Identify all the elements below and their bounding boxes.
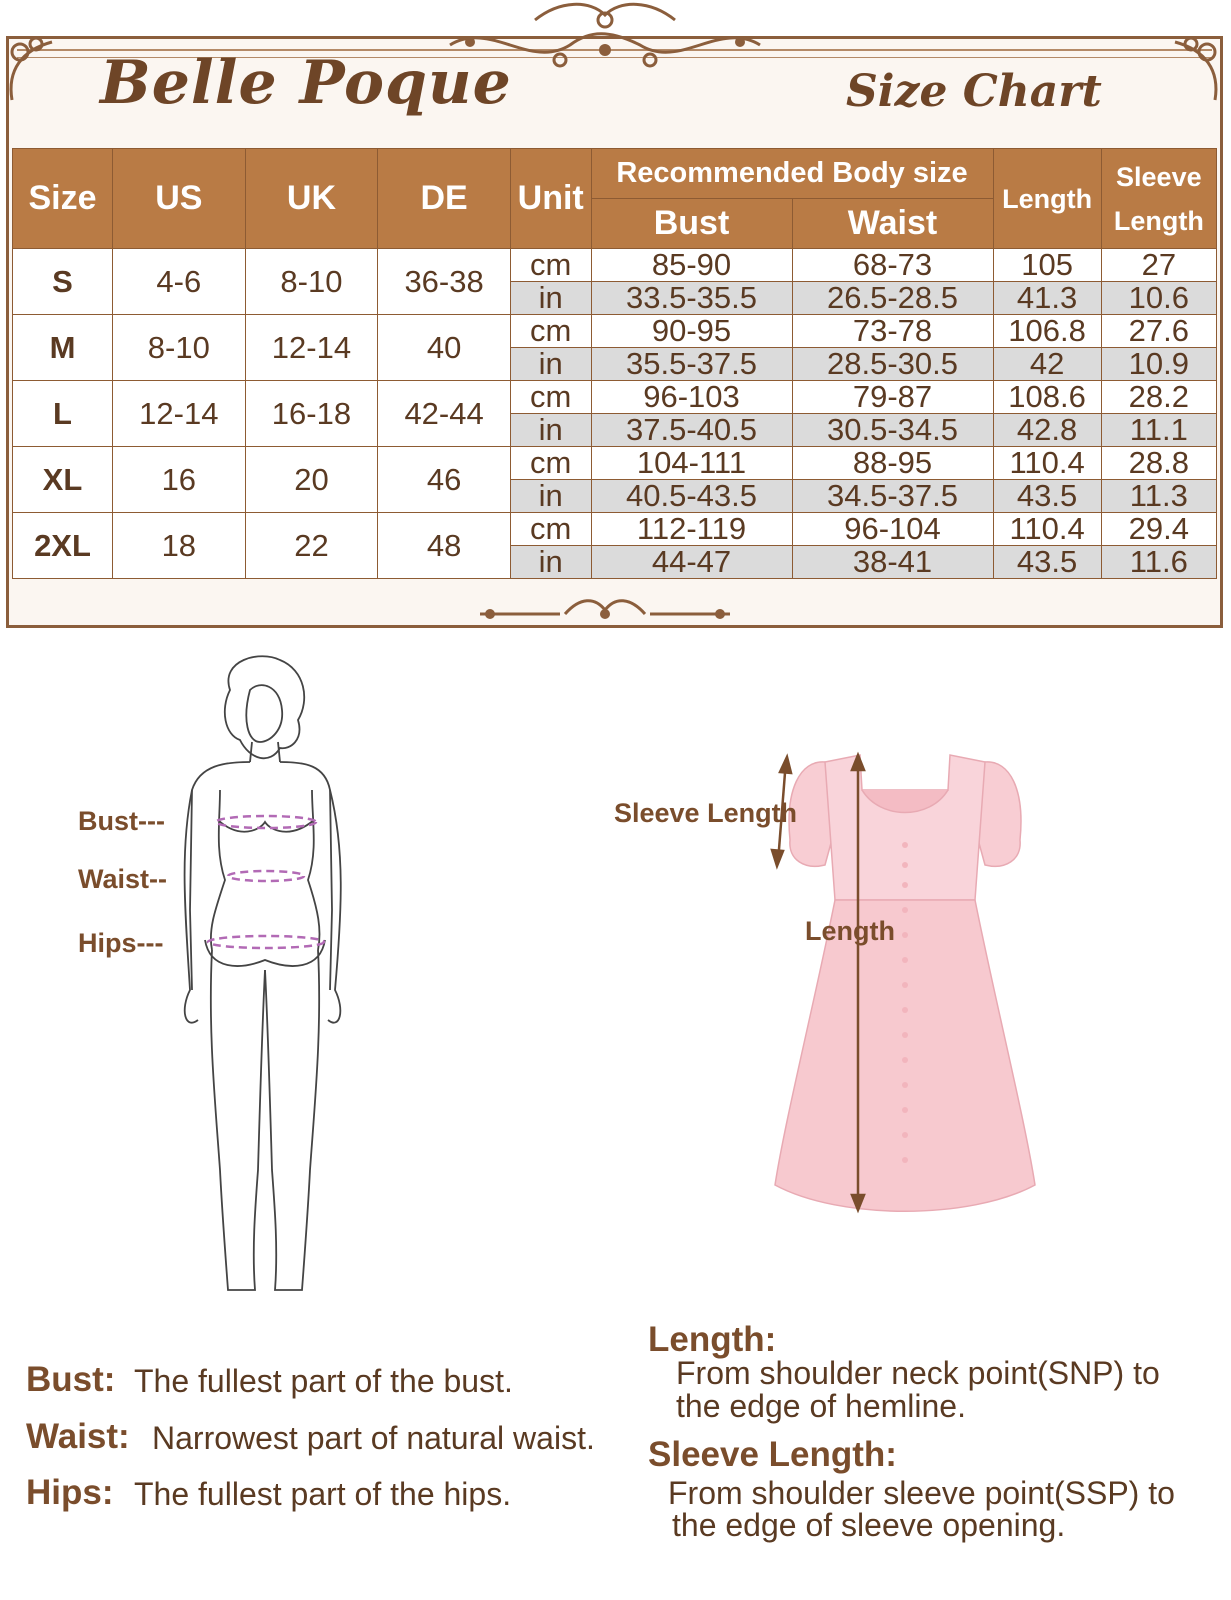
cell-unit: in	[510, 480, 591, 513]
cell-waist: 30.5-34.5	[792, 414, 993, 447]
top-right-corner-ornament	[1165, 30, 1225, 110]
cell-bust: 90-95	[591, 315, 792, 348]
header-us: US	[112, 149, 245, 249]
cell-us: 4-6	[112, 249, 245, 315]
cell-length: 108.6	[993, 381, 1101, 414]
cell-de: 48	[378, 513, 511, 579]
header-bust: Bust	[591, 199, 792, 249]
cell-unit: cm	[510, 315, 591, 348]
cell-uk: 16-18	[245, 381, 378, 447]
brand-logo: Belle Poque	[100, 48, 512, 118]
cell-bust: 104-111	[591, 447, 792, 480]
sleeve-length-description-line-2: the edge of sleeve opening.	[672, 1507, 1066, 1543]
cell-bust: 85-90	[591, 249, 792, 282]
cell-waist: 68-73	[792, 249, 993, 282]
cell-size: XL	[13, 447, 113, 513]
cell-bust: 112-119	[591, 513, 792, 546]
cell-de: 40	[378, 315, 511, 381]
header-sleeve-line-1: Sleeve	[1116, 161, 1202, 192]
waist-description: Narrowest part of natural waist.	[152, 1420, 595, 1456]
cell-size: S	[13, 249, 113, 315]
bust-description: The fullest part of the bust.	[134, 1363, 513, 1399]
header-waist: Waist	[792, 199, 993, 249]
table-row	[13, 447, 1217, 480]
cell-unit: in	[510, 414, 591, 447]
cell-waist: 88-95	[792, 447, 993, 480]
length-description-line-2: the edge of hemline.	[676, 1388, 966, 1424]
header-sleeve-length	[1101, 149, 1216, 249]
cell-us: 18	[112, 513, 245, 579]
cell-sleeve: 11.3	[1101, 480, 1216, 513]
cell-unit: in	[510, 282, 591, 315]
table-body	[13, 249, 1217, 579]
cell-uk: 12-14	[245, 315, 378, 381]
bottom-center-ornament	[470, 592, 740, 632]
cell-us: 12-14	[112, 381, 245, 447]
table-row	[13, 315, 1217, 348]
cell-uk: 22	[245, 513, 378, 579]
bust-label: Bust---	[78, 806, 165, 836]
cell-de: 42-44	[378, 381, 511, 447]
cell-length: 110.4	[993, 513, 1101, 546]
cell-uk: 8-10	[245, 249, 378, 315]
cell-waist: 38-41	[792, 546, 993, 579]
cell-bust: 40.5-43.5	[591, 480, 792, 513]
cell-waist: 73-78	[792, 315, 993, 348]
cell-unit: cm	[510, 381, 591, 414]
cell-length: 43.5	[993, 480, 1101, 513]
waist-term: Waist:	[26, 1417, 130, 1456]
cell-waist: 96-104	[792, 513, 993, 546]
cell-de: 46	[378, 447, 511, 513]
bust-term: Bust:	[26, 1360, 116, 1399]
cell-us: 8-10	[112, 315, 245, 381]
cell-de: 36-38	[378, 249, 511, 315]
header-recommended-body-size: Recommended Body size	[591, 149, 993, 199]
length-term: Length:	[648, 1320, 777, 1359]
waist-label: Waist--	[78, 864, 167, 894]
cell-bust: 44-47	[591, 546, 792, 579]
cell-length: 42	[993, 348, 1101, 381]
cell-bust: 96-103	[591, 381, 792, 414]
sleeve-length-description-line-1: From shoulder sleeve point(SSP) to	[668, 1475, 1175, 1511]
header-length: Length	[993, 149, 1101, 249]
size-chart-table	[12, 148, 1217, 579]
cell-size: 2XL	[13, 513, 113, 579]
cell-size: L	[13, 381, 113, 447]
cell-length: 110.4	[993, 447, 1101, 480]
table-row	[13, 381, 1217, 414]
cell-length: 43.5	[993, 546, 1101, 579]
cell-length: 105	[993, 249, 1101, 282]
cell-waist: 34.5-37.5	[792, 480, 993, 513]
cell-sleeve: 10.9	[1101, 348, 1216, 381]
length-description-line-1: From shoulder neck point(SNP) to	[676, 1355, 1160, 1391]
header-unit: Unit	[510, 149, 591, 249]
cell-size: M	[13, 315, 113, 381]
cell-bust: 35.5-37.5	[591, 348, 792, 381]
page-title: Size Chart	[846, 66, 1102, 117]
cell-sleeve: 27.6	[1101, 315, 1216, 348]
cell-waist: 28.5-30.5	[792, 348, 993, 381]
hips-label: Hips---	[78, 928, 164, 958]
table-row	[13, 249, 1217, 282]
cell-uk: 20	[245, 447, 378, 513]
header-uk: UK	[245, 149, 378, 249]
cell-sleeve: 11.6	[1101, 546, 1216, 579]
dress-figure	[770, 750, 1040, 1230]
cell-sleeve: 27	[1101, 249, 1216, 282]
sleeve-length-term: Sleeve Length:	[648, 1435, 897, 1474]
cell-unit: cm	[510, 513, 591, 546]
cell-unit: in	[510, 348, 591, 381]
cell-length: 42.8	[993, 414, 1101, 447]
top-left-corner-ornament	[2, 30, 62, 110]
table-row	[13, 513, 1217, 546]
cell-unit: cm	[510, 447, 591, 480]
cell-bust: 37.5-40.5	[591, 414, 792, 447]
cell-us: 16	[112, 447, 245, 513]
header-de: DE	[378, 149, 511, 249]
cell-sleeve: 28.2	[1101, 381, 1216, 414]
cell-sleeve: 10.6	[1101, 282, 1216, 315]
body-outline-figure	[180, 650, 360, 1300]
header-sleeve-line-2: Length	[1113, 205, 1204, 236]
cell-sleeve: 28.8	[1101, 447, 1216, 480]
header-size: Size	[13, 149, 113, 249]
cell-sleeve: 29.4	[1101, 513, 1216, 546]
sleeve-length-label: Sleeve Length	[614, 798, 798, 828]
cell-waist: 79-87	[792, 381, 993, 414]
hips-description: The fullest part of the hips.	[134, 1476, 512, 1512]
cell-length: 106.8	[993, 315, 1101, 348]
hips-term: Hips:	[26, 1473, 114, 1512]
cell-bust: 33.5-35.5	[591, 282, 792, 315]
cell-length: 41.3	[993, 282, 1101, 315]
cell-waist: 26.5-28.5	[792, 282, 993, 315]
length-label: Length	[805, 916, 895, 946]
cell-sleeve: 11.1	[1101, 414, 1216, 447]
cell-unit: cm	[510, 249, 591, 282]
cell-unit: in	[510, 546, 591, 579]
